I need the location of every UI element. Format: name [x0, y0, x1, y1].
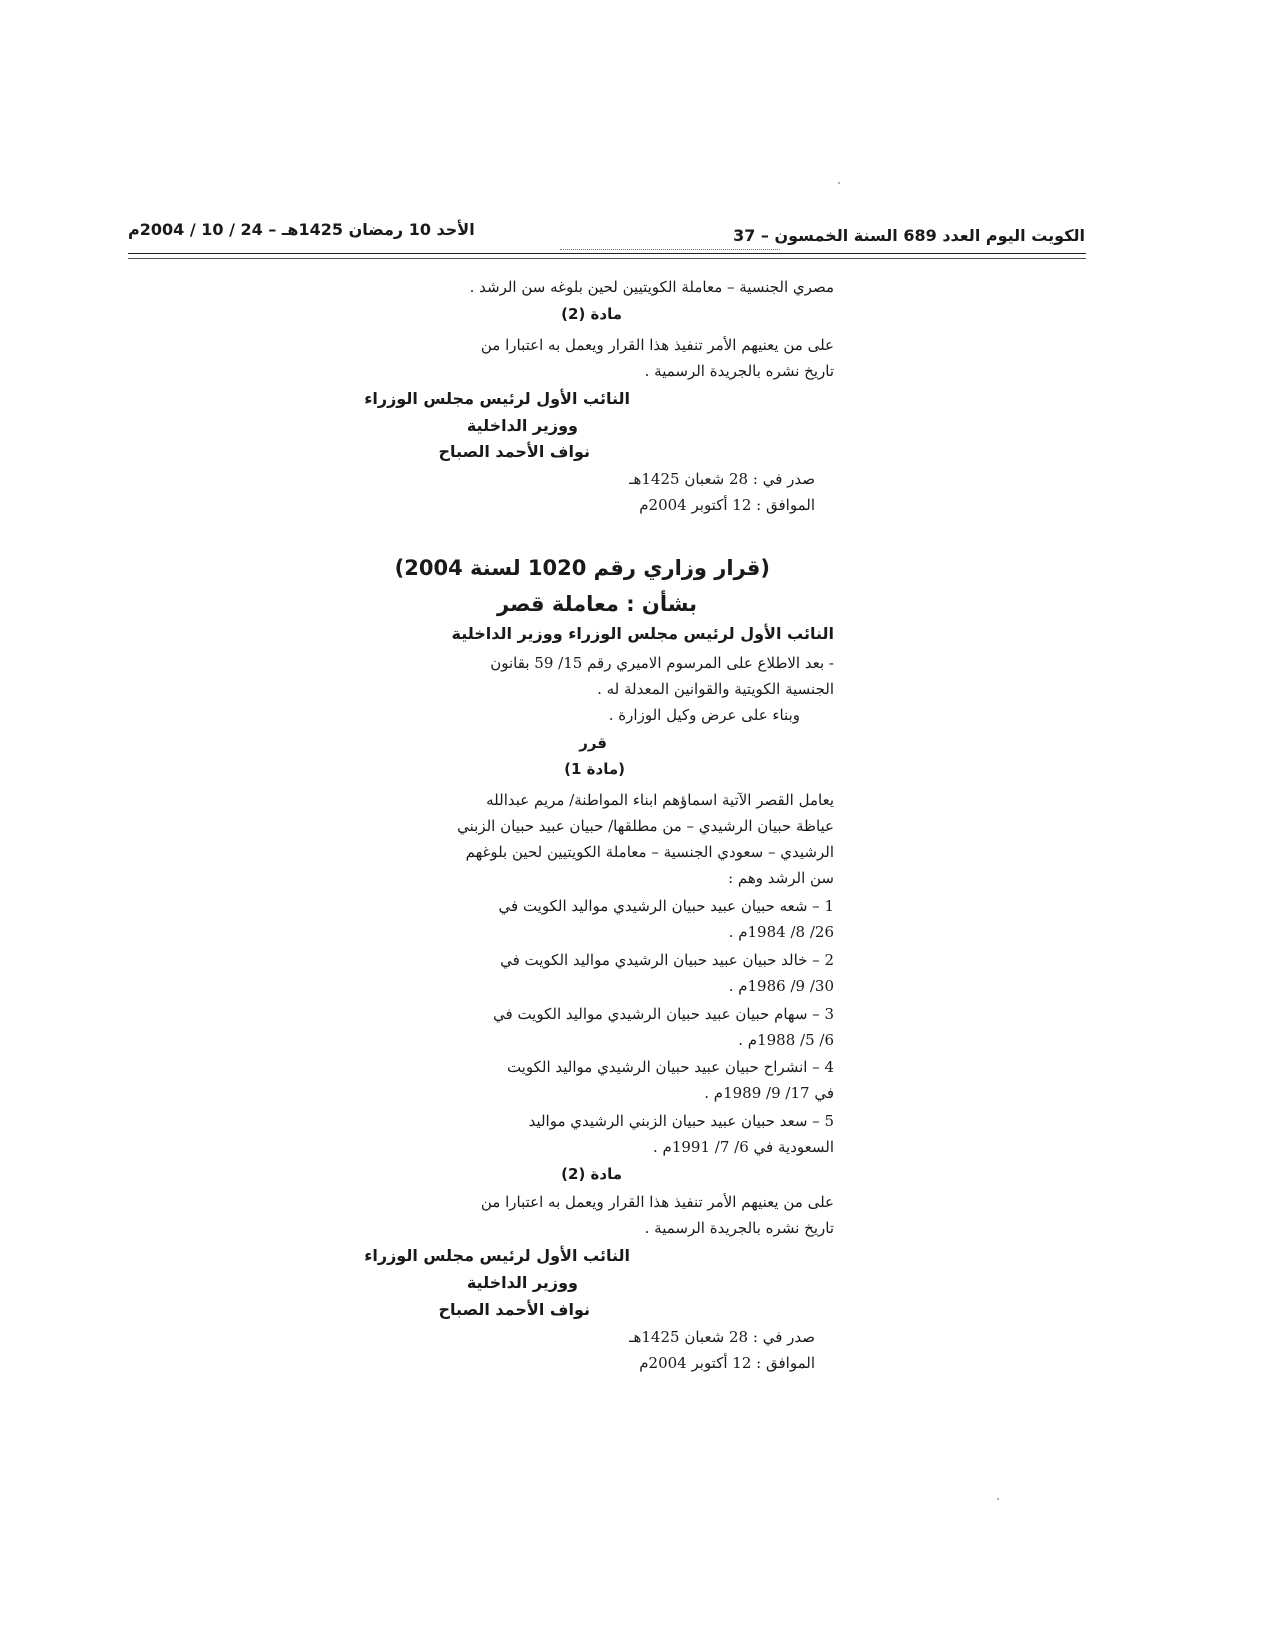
decision2-article1-title: (مادة 1): [564, 760, 625, 778]
minor-entry-line1: 5 – سعد حبيان عبيد حبيان الزبني الرشيدي مواليد: [528, 1112, 834, 1130]
header-dotted-rule: [560, 249, 780, 250]
decision2-article1-line: سن الرشد وهم :: [728, 869, 834, 887]
decision2-signature-title: النائب الأول لرئيس مجلس الوزراء: [364, 1246, 630, 1265]
minor-entry-line2: السعودية في 6/ 7/ 1991م .: [653, 1138, 834, 1156]
decision1-signature-title: النائب الأول لرئيس مجلس الوزراء: [364, 389, 630, 408]
header-date: الأحد 10 رمضان 1425هـ – 24 / 10 / 2004م: [128, 220, 475, 239]
decision2-article2-title: مادة (2): [561, 1165, 622, 1183]
minor-entry-line1: 4 – انشراح حبيان عبيد حبيان الرشيدي مواليد الكويت: [506, 1058, 834, 1076]
minor-entry-line1: 1 – شعه حبيان عبيد حبيان الرشيدي مواليد الكويت في: [498, 897, 834, 915]
decision2-issuer: النائب الأول لرئيس مجلس الوزراء ووزير الداخلية: [451, 624, 834, 643]
decision1-article2-line1: على من يعنيهم الأمر تنفيذ هذا القرار ويعمل به اعتبارا من: [480, 336, 834, 354]
decision2-signature-ministry: ووزير الداخلية: [466, 1273, 578, 1292]
decision2-preamble1-line1: - بعد الاطلاع على المرسوم الاميري رقم 15/ 59 بقانون: [490, 654, 834, 672]
decision1-corresponding-date: الموافق : 12 أكتوبر 2004م: [639, 496, 815, 514]
decision2-issued-date: صدر في : 28 شعبان 1425هـ: [629, 1328, 815, 1346]
decision2-preamble2: وبناء على عرض وكيل الوزارة .: [608, 706, 800, 724]
decision2-signature-name: نواف الأحمد الصباح: [438, 1300, 590, 1319]
decision2-article1-line: الرشيدي – سعودي الجنسية – معاملة الكويتيين لحين بلوغهم: [465, 843, 834, 861]
decision2-article1-line: يعامل القصر الآتية اسماؤهم ابناء المواطنة/ مريم عبدالله: [486, 791, 834, 809]
decision1-signature-ministry: ووزير الداخلية: [466, 416, 578, 435]
decision1-signature-name: نواف الأحمد الصباح: [438, 442, 590, 461]
minor-entry-line2: 30/ 9/ 1986م .: [728, 977, 834, 995]
decision2-article2-line1: على من يعنيهم الأمر تنفيذ هذا القرار ويعمل به اعتبارا من: [480, 1193, 834, 1211]
decision2-article2-line2: تاريخ نشره بالجريدة الرسمية .: [644, 1219, 834, 1237]
decision1-article2-line2: تاريخ نشره بالجريدة الرسمية .: [644, 362, 834, 380]
decision1-article2-title: مادة (2): [561, 305, 622, 323]
header-rule-secondary: [128, 258, 1086, 259]
minor-entry-line1: 2 – خالد حبيان عبيد حبيان الرشيدي مواليد الكويت في: [500, 951, 834, 969]
header-rule: [128, 253, 1086, 254]
header-issue-info: الكويت اليوم العدد 689 السنة الخمسون – 37: [733, 226, 1085, 245]
scan-speck: [838, 182, 840, 184]
minor-entry-line2: 6/ 5/ 1988م .: [738, 1031, 834, 1049]
scan-speck: [997, 1498, 999, 1500]
decision2-corresponding-date: الموافق : 12 أكتوبر 2004م: [639, 1354, 815, 1372]
minor-entry-line1: 3 – سهام حبيان عبيد حبيان الرشيدي مواليد الكويت في: [493, 1005, 834, 1023]
decision2-decided: قرر: [579, 734, 607, 752]
decision1-issued-date: صدر في : 28 شعبان 1425هـ: [629, 470, 815, 488]
minor-entry-line2: في 17/ 9/ 1989م .: [704, 1084, 834, 1102]
decision2-title: (قرار وزاري رقم 1020 لسنة 2004): [394, 556, 770, 580]
minor-entry-line2: 26/ 8/ 1984م .: [728, 923, 834, 941]
decision2-preamble1-line2: الجنسية الكويتية والقوانين المعدلة له .: [597, 680, 834, 698]
decision1-intro-line: مصري الجنسية – معاملة الكويتيين لحين بلوغه سن الرشد .: [469, 278, 834, 296]
decision2-article1-line: عياظة حبيان الرشيدي – من مطلقها/ حبيان عبيد حبيان الزبني: [457, 817, 834, 835]
decision2-subject: بشأن : معاملة قصر: [497, 592, 697, 616]
